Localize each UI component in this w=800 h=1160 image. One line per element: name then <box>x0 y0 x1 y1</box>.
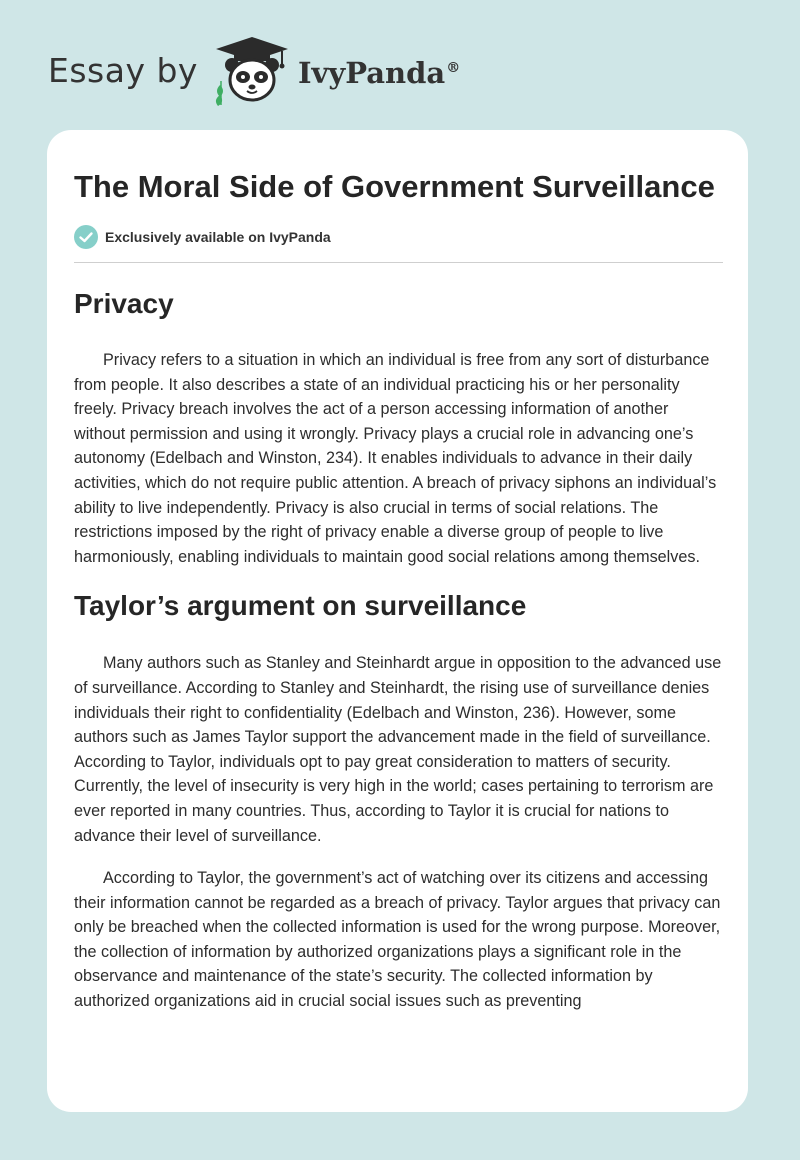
exclusive-label: Exclusively available on IvyPanda <box>105 229 331 245</box>
section-heading-taylor: Taylor’s argument on surveillance <box>74 590 527 622</box>
essay-by-label: Essay by <box>48 50 198 90</box>
essay-card <box>47 130 748 1112</box>
check-circle-icon <box>74 225 98 249</box>
site-header <box>48 30 460 110</box>
ivypanda-logo-icon[interactable] <box>212 33 292 107</box>
page-title: The Moral Side of Government Surveillance <box>74 169 715 204</box>
registered-mark: ® <box>446 60 461 77</box>
ivypanda-wordmark[interactable]: IvyPanda® <box>297 56 461 90</box>
paragraph: Privacy refers to a situation in which an individual is free from any sort of disturbance from people. It also describes a state of an individual practicing his or her personality freely. Privacy breach involves the act of a person accessing information of another without permission and using it wrongly. Privacy plays a crucial role in advancing one’s autonomy (Edelbach and Winston, 234). It enables individuals to advance in their daily activities, which do not require public attention. A breach of privacy siphons an individual’s ability to live independently. Privacy is also crucial in terms of social relations. The restrictions imposed by the right of privacy enable a diverse group of people to live harmoniously, enabling individuals to maintain good social relations among themselves. <box>74 351 717 566</box>
paragraph: Many authors such as Stanley and Steinhardt argue in opposition to the advanced use of surveillance. According to Stanley and Steinhardt, the rising use of surveillance denies individuals their right to confidentiality (Edelbach and Winston, 236). However, some authors such as James Taylor support the advancement made in the field of surveillance. According to Taylor, individuals opt to pay great consideration to matters of security. Currently, the level of insecurity is very high in the world; cases pertaining to terrorism are ever reported in many countries. Thus, according to Taylor it is crucial for nations to advance their level of surveillance. <box>74 654 722 845</box>
exclusive-badge <box>74 225 723 249</box>
section-heading-privacy: Privacy <box>74 288 174 319</box>
divider <box>74 262 723 263</box>
paragraph: According to Taylor, the government’s act of watching over its citizens and accessing their information cannot be regarded as a breach of privacy. Taylor argues that privacy can only be breached when the collected information is used for the wrong purpose. Moreover, the collection of information by authorized organizations plays a significant role in the observance and maintenance of the state’s security. The collected information by authorized organizations aid in crucial social issues such as preventing <box>74 869 721 1011</box>
